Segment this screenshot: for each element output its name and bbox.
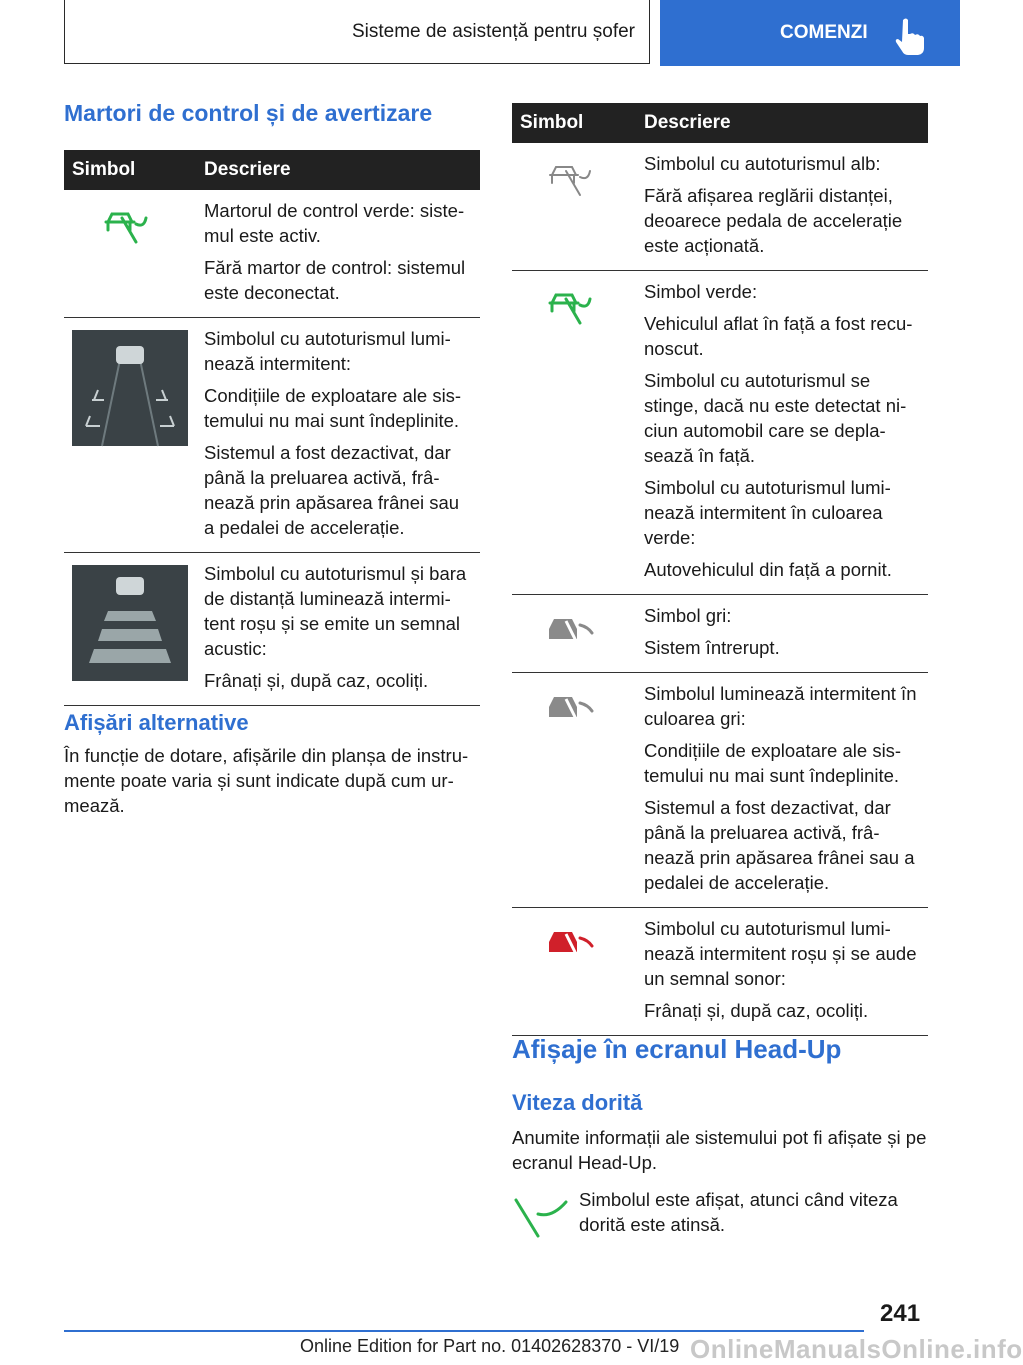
row-desc: Frânați și, după caz, ocoliți.: [204, 670, 429, 691]
row-desc: Sistem întrerupt.: [644, 637, 780, 658]
table-row: [512, 271, 928, 595]
row-desc: Sistemul a fost dezactivat, dar până la preluarea activă, frâ-nează prin apăsarea frânei sau a pedalei de accelerație.: [204, 442, 460, 538]
row-desc: Simbol gri:: [644, 605, 732, 626]
desired-speed-text: Anumite informații ale sistemului pot fi afișate și pe ecranul Head-Up.: [512, 1127, 927, 1173]
desired-speed-title: Viteza dorită: [512, 1090, 643, 1115]
car-distance-gray-icon: [544, 685, 604, 737]
car-flashing-screen-icon: [72, 330, 188, 446]
tab-comenzi-label: COMENZI: [780, 22, 868, 43]
table-row: [64, 553, 480, 706]
row-desc: Simbolul cu autoturismul se stinge, dacă nu este detectat ni-ciun automobil care se depla-sează în față.: [644, 370, 907, 466]
row-desc: Frânați și, după caz, ocoliți.: [644, 1000, 869, 1021]
row-desc: Simbol verde:: [644, 281, 758, 302]
header-section-label: Sisteme de asistență pentru șofer: [351, 20, 635, 42]
table-row: [512, 595, 928, 673]
car-distance-green-icon: [100, 202, 160, 254]
car-distance-bar-red-screen-icon: [72, 565, 188, 681]
watermark: OnlineManualsOnline.info: [690, 1334, 1023, 1364]
table-row: [512, 908, 928, 1036]
alt-display-title: Afișări alternative: [64, 710, 249, 735]
row-desc: Martorul de control verde: siste-mul este activ.: [204, 200, 465, 246]
row-desc: Simbolul cu autoturismul alb:: [644, 153, 881, 174]
table-row: [64, 190, 480, 318]
table-row: [512, 673, 928, 908]
alt-display-text: În funcție de dotare, afișările din planșa de instru-mente poate varia și sunt indicate după cum ur-mează.: [64, 745, 469, 816]
row-desc: Condițiile de exploatare ale sis-temului nu mai sunt îndeplinite.: [204, 385, 462, 431]
row-desc: Fără afișarea reglării distanței, deoarece pedala de accelerație este acționată.: [644, 185, 903, 256]
row-desc: Simbolul luminează intermitent în culoarea gri:: [644, 683, 917, 729]
row-desc: Simbolul cu autoturismul lumi-nează intermitent:: [204, 328, 451, 374]
table-row: [64, 318, 480, 553]
page-number: 241: [880, 1300, 921, 1327]
tab-comenzi[interactable]: [660, 0, 960, 66]
row-desc: Autovehiculul din față a pornit.: [644, 559, 892, 580]
row-desc: Simbolul cu autoturismul lumi-nează intermitent roșu și se aude un semnal sonor:: [644, 918, 917, 989]
row-desc: Simbolul cu autoturismul lumi-nează intermitent în culoarea verde:: [644, 477, 891, 548]
left-symbol-table: [64, 150, 480, 706]
car-distance-white-icon: [544, 155, 604, 207]
section-title: Martori de control și de avertizare: [64, 100, 433, 126]
column-header-symbol: Simbol: [64, 150, 196, 190]
column-header-symbol: Simbol: [512, 103, 636, 143]
car-distance-green-icon: [544, 283, 604, 335]
right-symbol-table: [512, 103, 928, 1036]
car-distance-red-icon: [544, 920, 604, 972]
row-desc: Vehiculul aflat în față a fost recu-noscut.: [644, 313, 913, 359]
desired-speed-description: Simbolul este afișat, atunci când viteza dorită este atinsă.: [579, 1189, 898, 1235]
row-desc: Simbolul cu autoturismul și bara de distanță luminează intermi-tent roșu și se emite un semnal acustic:: [204, 563, 467, 659]
row-desc: Sistemul a fost dezactivat, dar până la preluarea activă, frâ-nează prin apăsarea frânei sau a pedalei de accelerație.: [644, 797, 915, 893]
footer-edition: Online Edition for Part no. 01402628370 - VI/19: [300, 1336, 680, 1356]
column-header-description: Descriere: [196, 150, 480, 190]
row-desc: Fără martor de control: sistemul este deconectat.: [204, 257, 466, 303]
car-distance-gray-icon: [544, 607, 604, 659]
column-header-description: Descriere: [636, 103, 928, 143]
pointing-hand-icon: [892, 16, 926, 56]
footer-divider: [64, 1330, 864, 1332]
table-row: [512, 143, 928, 271]
hud-section-title: Afișaje în ecranul Head-Up: [512, 1034, 842, 1064]
header-section-title: [64, 0, 650, 64]
desired-speed-green-icon: [512, 1190, 572, 1242]
row-desc: Condițiile de exploatare ale sis-temului nu mai sunt îndeplinite.: [644, 740, 902, 786]
